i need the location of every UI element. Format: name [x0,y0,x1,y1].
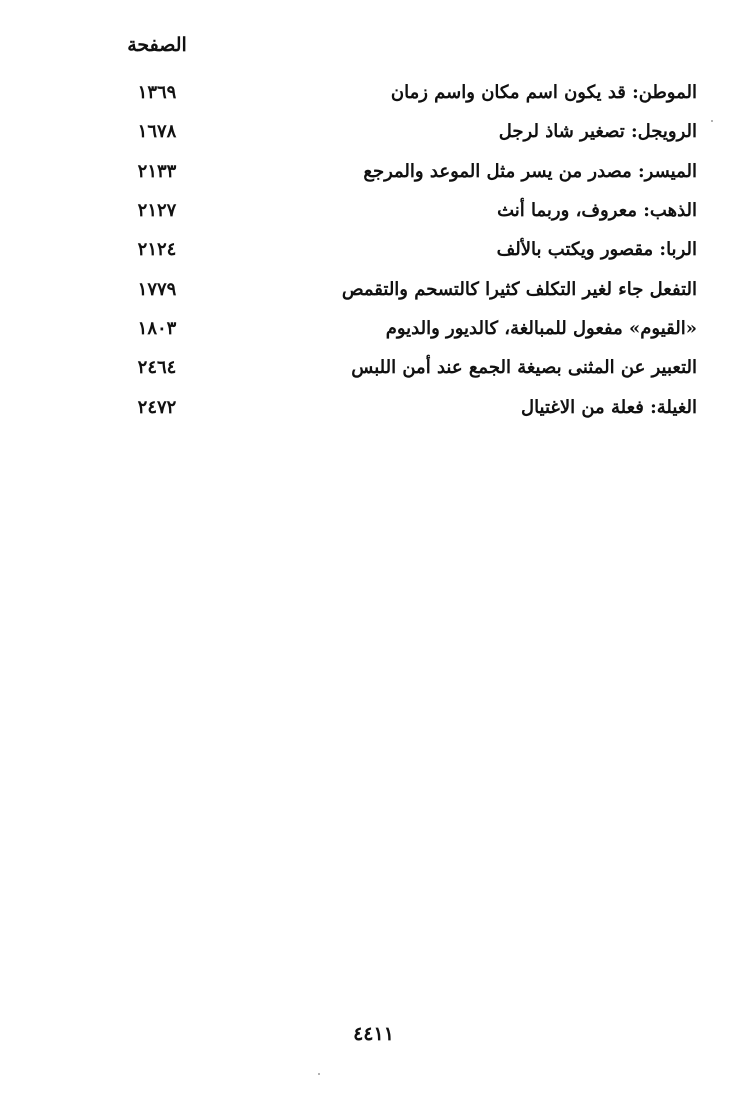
index-entry [112,387,697,426]
entry-page-number: ١٨٠٣ [137,317,177,339]
entry-page-number: ٢١٣٣ [137,160,177,182]
entry-text: الربا: مقصور ويكتب بالألف [496,239,697,261]
index-entry [112,269,697,308]
entry-text: الميسر: مصدر من يسر مثل الموعد والمرجع [363,160,697,182]
index-entry [112,348,697,387]
page-column-header: الصفحة [127,34,187,56]
entry-text: الذهب: معروف، وربما أنث [497,200,697,222]
entry-text: التفعل جاء لغير التكلف كثيرا كالتسحم والتقمص [341,278,697,300]
entry-page-number: ٢١٢٤ [137,239,177,261]
entry-text: الرويجل: تصغير شاذ لرجل [498,121,697,143]
entry-page-number: ٢٤٦٤ [137,357,177,379]
entry-text: الموطن: قد يكون اسم مكان واسم زمان [390,82,697,104]
scan-speck [318,1073,320,1075]
entry-page-number: ٢٤٧٢ [137,396,177,418]
entry-text: التعبير عن المثنى بصيغة الجمع عند أمن اللبس [351,357,697,379]
scan-speck [711,120,713,122]
index-entry [112,152,697,191]
entry-page-number: ٢١٢٧ [137,200,177,222]
entry-text: الغيلة: فعلة من الاغتيال [520,396,697,418]
entry-page-number: ١٣٦٩ [137,82,177,104]
index-entry [112,230,697,269]
index-entry [112,73,697,112]
footer-page-number: ٤٤١١ [353,1023,394,1045]
entry-text: «القيوم» مفعول للمبالغة، كالديور والديوم [385,317,697,339]
index-entry [112,191,697,230]
index-entry [112,309,697,348]
entry-page-number: ١٦٧٨ [137,121,177,143]
entry-page-number: ١٧٧٩ [137,278,177,300]
index-entry [112,112,697,151]
index-entry-list [112,73,697,427]
